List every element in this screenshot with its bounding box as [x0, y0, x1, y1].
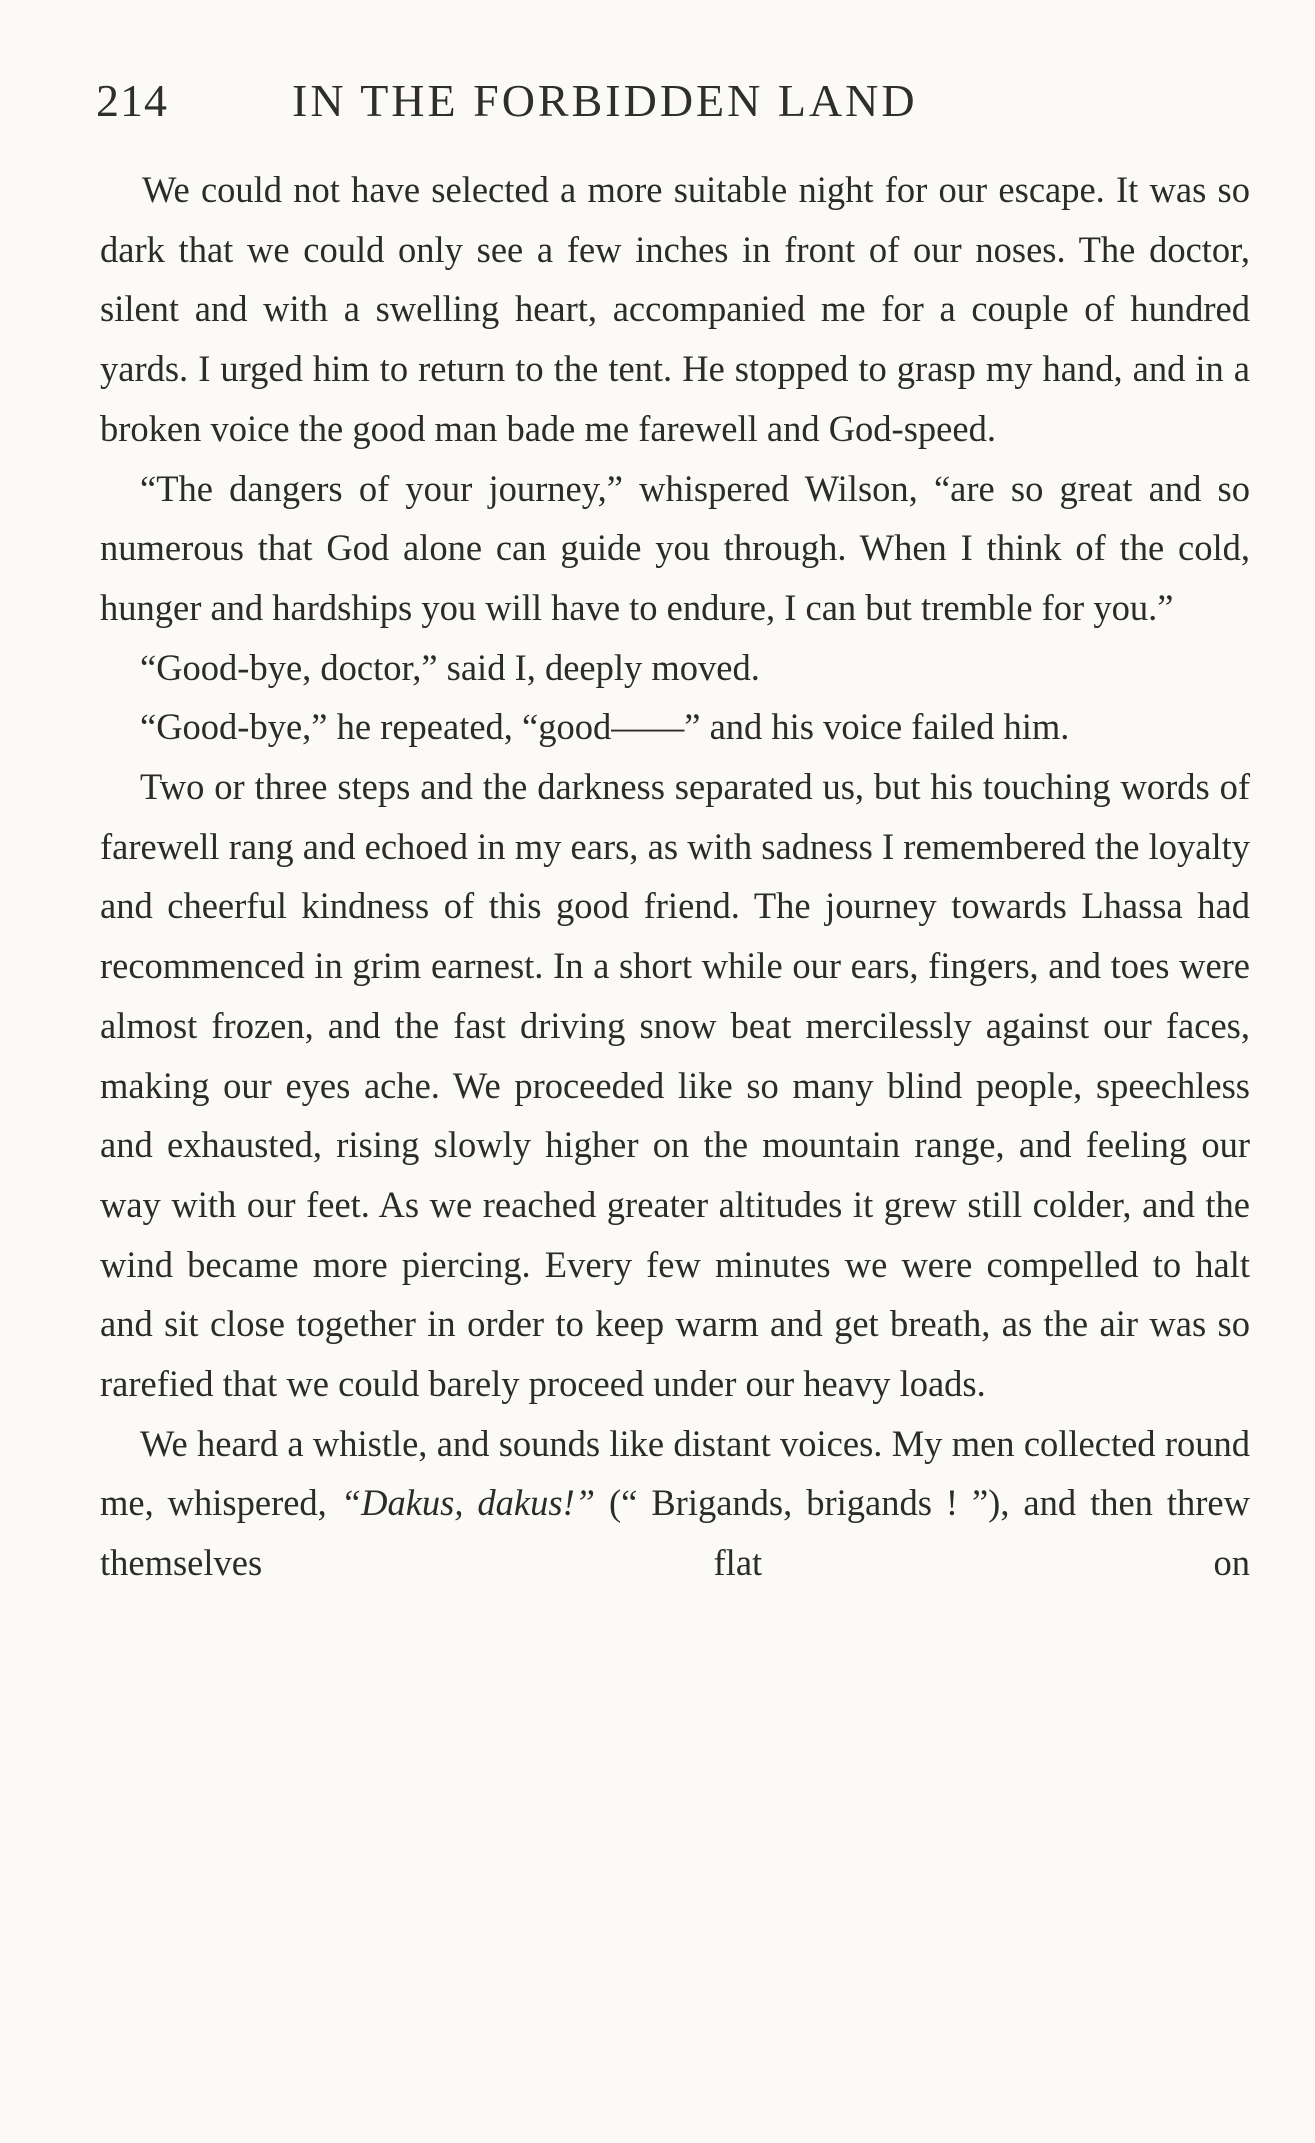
- paragraph-text: We heard a whistle, and sounds like distant voices. My men collected round me, whispered,: [100, 1422, 1250, 1524]
- body-text: [100, 160, 1250, 1593]
- italic-quote: “Dakus, dakus!”: [340, 1482, 596, 1524]
- paragraph-text: (“ Brigands, brigands ! ”), and then threw themselves flat on: [100, 1482, 1250, 1584]
- paragraph: We could not have selected a more suitable night for our escape. It was so dark that we could only see a few inches in front of our noses. The doctor, silent and with a swelling heart, accompanied me for a couple of hundred yards. I urged him to return to the tent. He stopped to grasp my hand, and in a broken voice the good man bade me farewell and God-speed.: [100, 169, 1250, 449]
- book-title: IN THE FORBIDDEN LAND: [292, 75, 918, 126]
- paragraph: “Good-bye, doctor,” said I, deeply moved.: [140, 646, 760, 688]
- paragraph: “The dangers of your journey,” whispered Wilson, “are so great and so numerous that God alone can guide you through. When I think of the cold, hunger and hardships you will have to endure, I can but tremble for you.”: [100, 467, 1250, 628]
- page-number: 214: [96, 75, 168, 126]
- running-head: [96, 74, 1246, 134]
- paragraph: “Good-bye,” he repeated, “good——” and his voice failed him.: [140, 706, 1070, 748]
- paragraph: [100, 1414, 1250, 1593]
- paragraph: Two or three steps and the darkness separated us, but his touching words of farewell rang and echoed in my ears, as with sadness I remembered the loyalty and cheerful kindness of this good friend. The journey towards Lhassa had recommenced in grim earnest. In a short while our ears, fingers, and toes were almost frozen, and the fast driving snow beat mercilessly against our faces, making our eyes ache. We proceeded like so many blind people, speechless and exhausted, rising slowly higher on the mountain range, and feeling our way with our feet. As we reached greater altitudes it grew still colder, and the wind became more piercing. Every few minutes we were compelled to halt and sit close together in order to keep warm and get breath, as the air was so rarefied that we could barely proceed under our heavy loads.: [100, 766, 1250, 1405]
